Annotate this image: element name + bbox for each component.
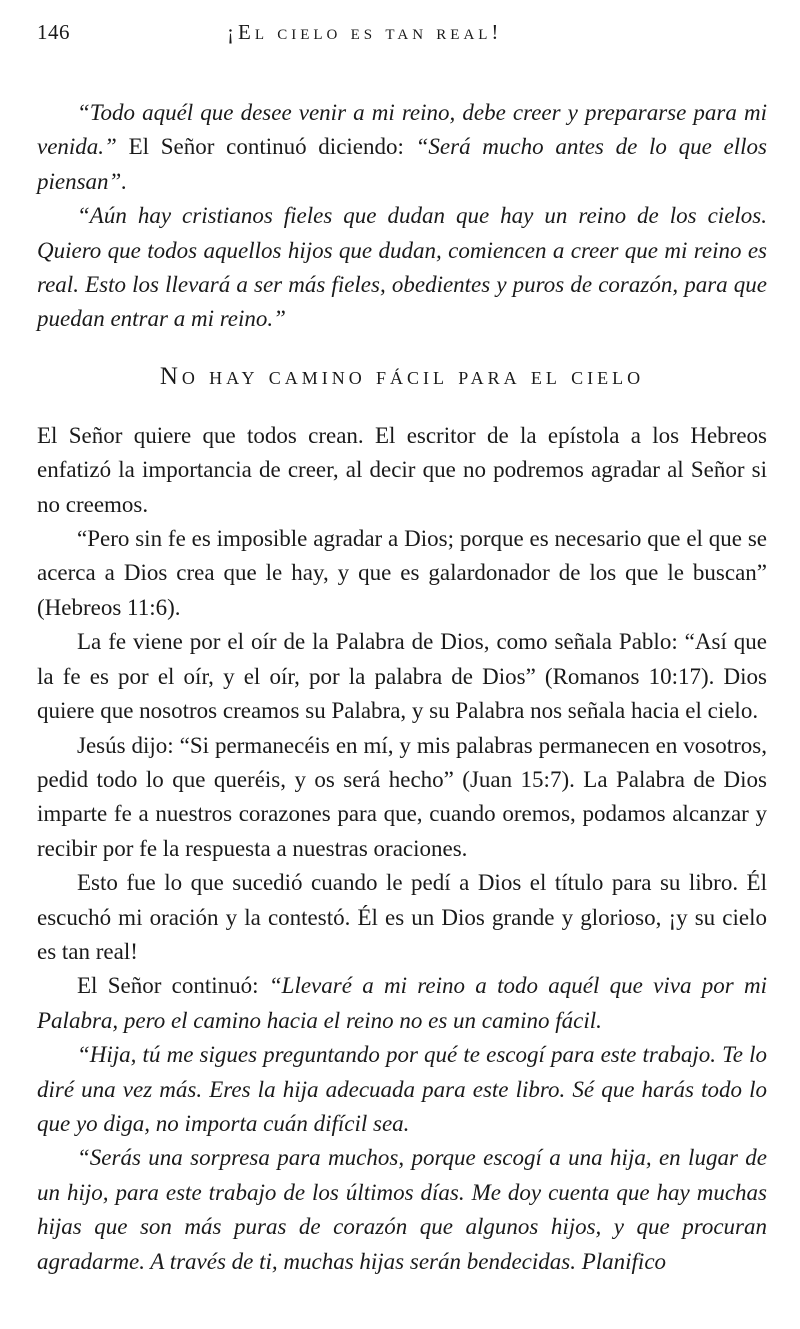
paragraph [37,96,767,199]
roman-text: El Señor continuó: [77,973,269,999]
running-head [37,14,767,54]
book-page [37,14,767,1279]
roman-text: “Pero sin fe es imposible agradar a Dios; porque es necesario que el que se acerca a Dios crea que le hay, y que es galardonador de los que le buscan” (Hebreos 11:6). [37,526,767,620]
italic-text: “Hija, tú me sigues preguntando por qué te escogí para este trabajo. Te lo diré una vez más. Eres la hija adecuada para este libro. Sé que harás todo lo que yo diga, no importa cuán difícil sea. [37,1042,767,1136]
italic-text: “Llevaré a mi reino a todo aquél que viva por mi Palabra, pero el camino hacia el reino no es un camino fácil. [37,973,767,1033]
italic-text: “Aún hay cristianos fieles que dudan que hay un reino de los cielos. Quiero que todos aquellos hijos que dudan, comiencen a creer que mi reino es real. Esto los llevará a ser más fieles, obedientes y puros de corazón, para que puedan entrar a mi reino.” [37,203,767,332]
roman-text: El Señor quiere que todos crean. El escritor de la epístola a los Hebreos enfatizó la importancia de creer, al decir que no podremos agradar al Señor si no creemos. [37,422,767,517]
page-content [37,96,767,1279]
section-heading: No hay camino fácil para el cielo [159,362,645,390]
paragraph [37,1141,767,1279]
paragraph [37,1038,767,1141]
paragraph [37,522,767,625]
italic-text: “Será mucho antes de lo que ellos piensan”. [37,134,767,194]
italic-text: “Serás una sorpresa para muchos, porque escogí a una hija, en lugar de un hijo, para este trabajo de los últimos días. Me doy cuenta que hay muchas hijas que son más puras de corazón que algunos hijos, y que procuran agradarme. A través de ti, muchas hijas serán bendecidas. Planifico [37,1145,767,1274]
paragraph [37,625,767,728]
paragraph [37,969,767,1038]
italic-text: “Todo aquél que desee venir a mi reino, debe creer y prepararse para mi venida.” [37,100,767,160]
running-title: ¡El cielo es tan real! [227,20,503,44]
paragraph [37,729,767,867]
page-number: 146 [37,20,70,44]
paragraph [37,866,767,969]
paragraph [37,419,767,522]
paragraph [37,199,767,337]
roman-text: La fe viene por el oír de la Palabra de Dios, como señala Pablo: “Así que la fe es por el oír, y el oír, por la palabra de Dios” (Romanos 10:17). Dios quiere que nosotros creamos su Palabra, y su Palabra nos señala hacia el cielo. [37,629,767,724]
roman-text: El Señor continuó diciendo: [116,134,416,160]
roman-text: Esto fue lo que sucedió cuando le pedí a Dios el título para su libro. Él escuchó mi oración y la contestó. Él es un Dios grande y glorioso, ¡y su cielo es tan real! [37,870,767,964]
roman-text: Jesús dijo: “Si permanecéis en mí, y mis palabras permanecen en vosotros, pedid todo lo que queréis, y os será hecho” (Juan 15:7). La Palabra de Dios imparte fe a nuestros corazones para que, cuando oremos, podamos alcanzar y recibir por fe la respuesta a nuestras oraciones. [37,732,767,861]
